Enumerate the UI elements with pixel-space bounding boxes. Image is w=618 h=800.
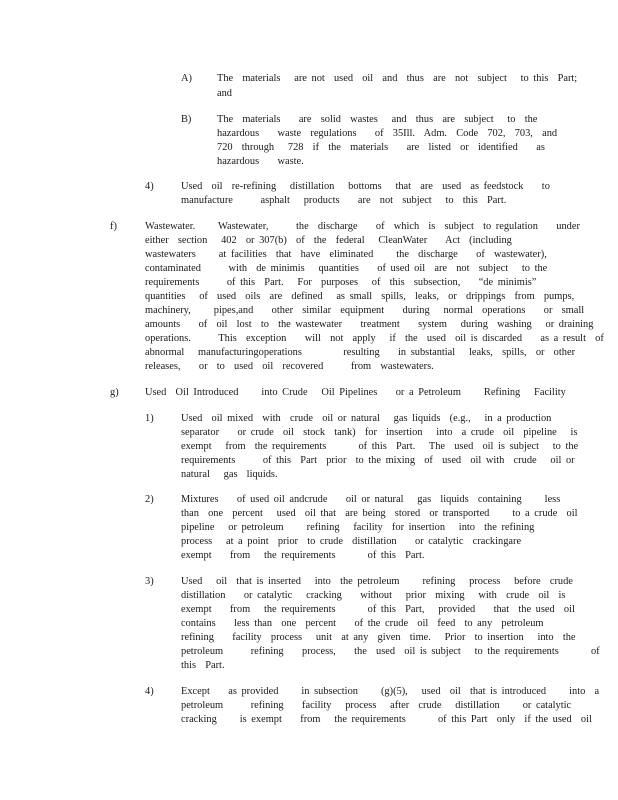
section-label: g): [110, 387, 119, 398]
list-item-text-line: refining facility process unit at any given time. Prior to insertion into the: [181, 632, 576, 643]
list-item-label: 3): [145, 576, 154, 587]
list-item-text-line: this Part.: [181, 660, 225, 671]
section-text-line: either section 402 or 307(b) of the federal CleanWater Act (including: [145, 235, 512, 246]
list-item-label: A): [181, 73, 192, 84]
list-item-text-line: distillation or catalytic cracking without prior mixing with crude oil is: [181, 590, 566, 601]
list-item-text-line: requirements of this Part prior to the mixing of used oil with crude oil or: [181, 455, 575, 466]
list-item-text-line: and: [217, 88, 233, 99]
list-item-text-line: exempt from the requirements of this Part, provided that the used oil: [181, 604, 575, 615]
list-item-text-line: The materials are not used oil and thus are not subject to this Part;: [217, 73, 578, 84]
list-item-label: 4): [145, 181, 154, 192]
list-item-text-line: Used oil re-refining distillation bottoms that are used as feedstock to: [181, 181, 550, 192]
section-text-line: releases, or to used oil recovered from wastewaters.: [145, 361, 434, 372]
list-item-text-line: manufacture asphalt products are not subject to this Part.: [181, 195, 507, 206]
list-item-text-line: Used oil that is inserted into the petroleum refining process before crude: [181, 576, 573, 587]
section-text-line: Wastewater. Wastewater, the discharge of which is subject to regulation under: [145, 221, 580, 232]
section-text-line: machinery, pipes,and other similar equipment during normal operations or small: [145, 305, 585, 316]
list-item-text-line: 720 through 728 if the materials are listed or identified as: [217, 142, 545, 153]
section-text-line: quantities of used oils are defined as small spills, leaks, or drippings from pumps,: [145, 291, 575, 302]
list-item-label: 1): [145, 413, 154, 424]
list-item-label: 2): [145, 494, 154, 505]
list-item-text-line: petroleum refining process, the used oil is subject to the requirements of: [181, 646, 600, 657]
list-item-text-line: petroleum refining facility process after crude distillation or catalytic: [181, 700, 572, 711]
section-label: f): [110, 221, 117, 232]
section-text-line: abnormal manufacturingoperations resulting in substantial leaks, spills, or other: [145, 347, 576, 358]
list-item-text-line: natural gas liquids.: [181, 469, 278, 480]
section-text-line: operations. This exception will not apply if the used oil is discarded as a result of: [145, 333, 604, 344]
list-item-text-line: hazardous waste.: [217, 156, 304, 167]
list-item-text-line: The materials are solid wastes and thus are subject to the: [217, 114, 538, 125]
list-item-text-line: pipeline or petroleum refining facility for insertion into the refining: [181, 522, 535, 533]
list-item-label: B): [181, 114, 192, 125]
list-item-text-line: Used oil mixed with crude oil or natural gas liquids (e.g., in a production: [181, 413, 552, 424]
list-item-text-line: exempt from the requirements of this Part.: [181, 550, 425, 561]
list-item-text-line: contains less than one percent of the crude oil feed to any petroleum: [181, 618, 544, 629]
section-text-line: amounts of oil lost to the wastewater treatment system during washing or draining: [145, 319, 594, 330]
list-item-text-line: process at a point prior to crude distillation or catalytic crackingare: [181, 536, 522, 547]
list-item-text-line: than one percent used oil that are being stored or transported to a crude oil: [181, 508, 578, 519]
list-item-label: 4): [145, 686, 154, 697]
section-heading: Used Oil Introduced into Crude Oil Pipelines or a Petroleum Refining Facility: [145, 387, 566, 398]
list-item-text-line: exempt from the requirements of this Part. The used oil is subject to the: [181, 441, 579, 452]
list-item-text-line: separator or crude oil stock tank) for insertion into a crude oil pipeline is: [181, 427, 578, 438]
list-item-text-line: cracking is exempt from the requirements of this Part only if the used oil: [181, 714, 592, 725]
section-text-line: contaminated with de minimis quantities of used oil are not subject to the: [145, 263, 548, 274]
list-item-text-line: Mixtures of used oil andcrude oil or natural gas liquids containing less: [181, 494, 561, 505]
section-text-line: requirements of this Part. For purposes of this subsection, “de minimis”: [145, 277, 537, 288]
list-item-text-line: Except as provided in subsection (g)(5), used oil that is introduced into a: [181, 686, 600, 697]
list-item-text-line: hazardous waste regulations of 35Ill. Adm. Code 702, 703, and: [217, 128, 558, 139]
section-text-line: wastewaters at facilities that have eliminated the discharge of wastewater),: [145, 249, 547, 260]
